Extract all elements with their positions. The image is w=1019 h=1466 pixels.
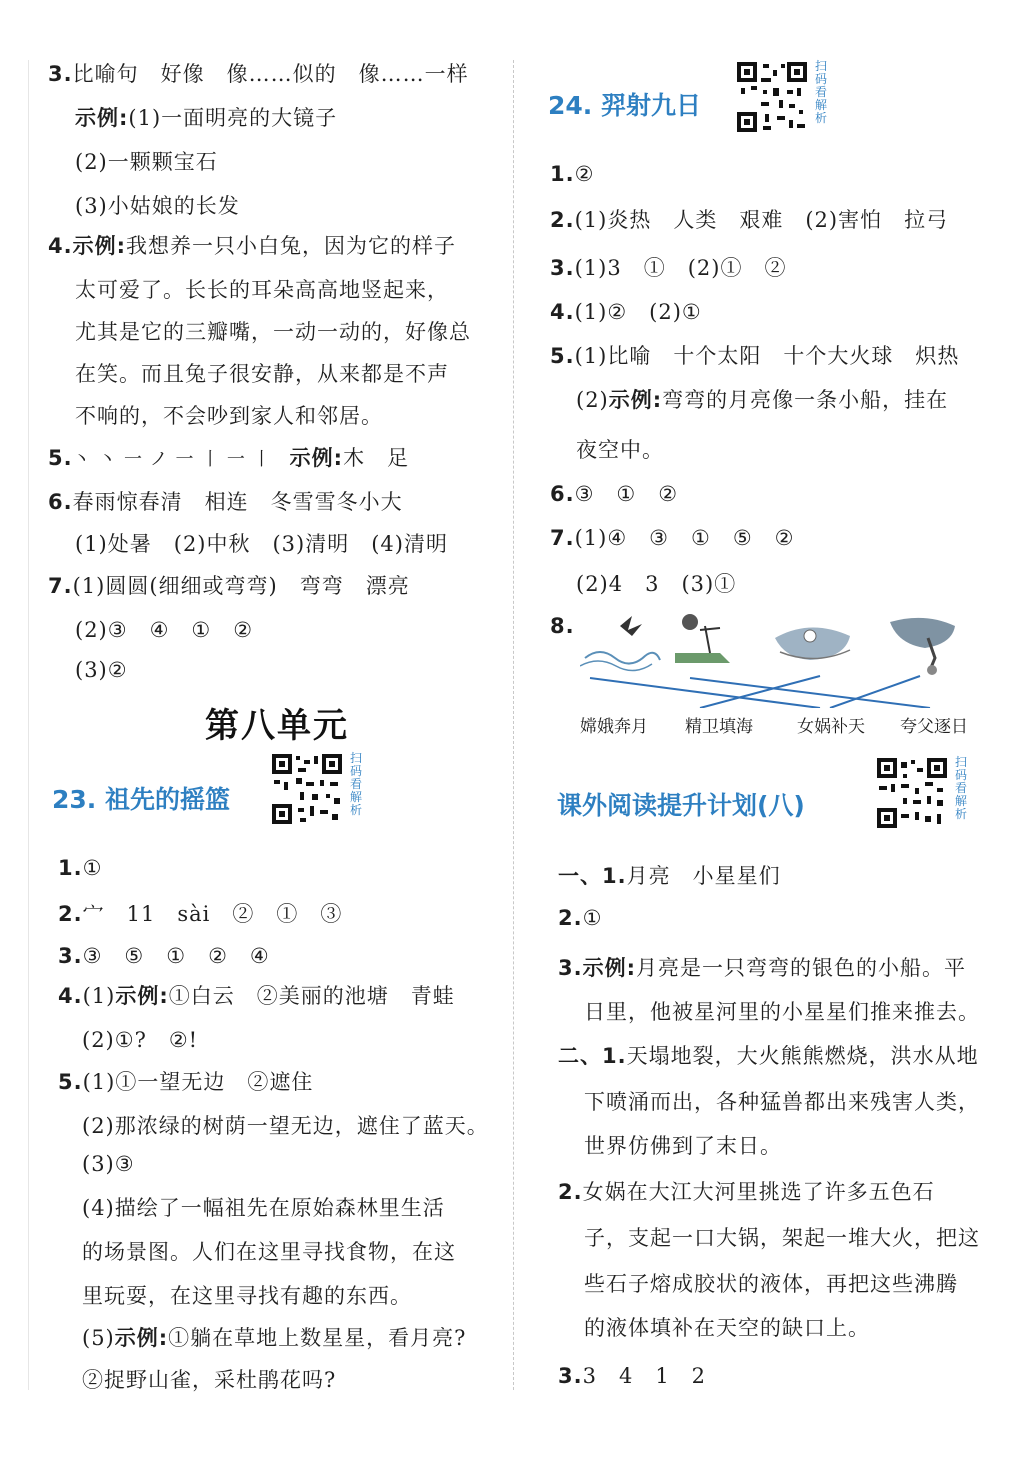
r1-a3-line-1: 3.示例:月亮是一只弯弯的银色的小船。平: [558, 956, 966, 980]
l23-a4-line-1: 4.(1)示例:①白云 ②美丽的池塘 青蛙: [58, 984, 455, 1008]
qr-code-icon[interactable]: [875, 756, 949, 830]
unit-title: 第八单元: [205, 706, 349, 746]
sun-figure-illustration: [675, 614, 730, 663]
left-margin-line: [28, 60, 29, 1390]
qr-code-icon[interactable]: [735, 60, 809, 134]
matching-illustrations: [580, 608, 980, 708]
l24-a4: 4.(1)② (2)①: [550, 300, 702, 324]
l24-a5-line-1: 5.(1)比喻 十个太阳 十个大火球 炽热: [550, 344, 960, 368]
q3-example-1: 示例:(1)一面明亮的大镜子: [75, 106, 338, 130]
q4-line-4: 在笑。而且兔子很安静，从来都是不声: [75, 362, 449, 386]
qr-caption: 扫码看解析: [955, 755, 968, 821]
l23-a5-line-8: ②捉野山雀，采杜鹃花吗?: [82, 1368, 337, 1392]
l24-a3: 3.(1)3 ① (2)① ②: [550, 256, 787, 280]
l23-a1: 1.①: [58, 856, 103, 880]
l24-a6: 6.③ ① ②: [550, 482, 679, 506]
q4-line-5: 不响的，不会吵到家人和邻居。: [75, 404, 383, 428]
l24-a2: 2.(1)炎热 人类 艰难 (2)害怕 拉弓: [550, 208, 949, 232]
r2-a2-line-1: 2.女娲在大江大河里挑选了许多五色石: [558, 1180, 935, 1204]
caption-kuafu: 夸父逐日: [900, 717, 968, 737]
reading-plan-title: 课外阅读提升计划(八): [557, 791, 805, 820]
moon-clouds-illustration: [775, 627, 850, 660]
l23-a5-line-2: (2)那浓绿的树荫一望无边，遮住了蓝天。: [82, 1114, 489, 1138]
l23-a4-line-2: (2)①? ②!: [82, 1028, 199, 1052]
r1-a3-line-2: 日里，他被星河里的小星星们推来推去。: [584, 1000, 980, 1024]
q6-line-1: 6.春雨惊春清 相连 冬雪雪冬小大: [48, 490, 403, 514]
l24-a8-label: 8.: [550, 614, 575, 638]
q4-line-3: 尤其是它的三瓣嘴，一动一动的，好像总: [75, 320, 471, 344]
q4-line-1: 4.示例:我想养一只小白兔，因为它的样子: [48, 234, 456, 258]
l24-a7-line-2: (2)4 3 (3)①: [576, 572, 737, 596]
l23-a5-line-5: 的场景图。人们在这里寻找食物，在这: [82, 1240, 456, 1264]
caption-change-e: 嫦娥奔月: [580, 717, 648, 737]
caption-jingwei: 精卫填海: [685, 717, 753, 737]
qr-code-icon[interactable]: [270, 752, 344, 826]
l23-a5-line-3: (3)③: [82, 1152, 135, 1176]
r2-a2-line-2: 子，支起一口大锅，架起一堆大火，把这: [584, 1226, 980, 1250]
stone-sky-illustration: [890, 618, 955, 675]
q3-line: 3.比喻句 好像 像……似的 像……一样: [48, 62, 469, 86]
l23-a5-line-4: (4)描绘了一幅祖先在原始森林里生活: [82, 1196, 445, 1220]
r1-a1: 一、1.月亮 小星星们: [558, 864, 781, 888]
l24-a5-line-3: 夜空中。: [576, 438, 664, 462]
caption-nuwa: 女娲补天: [797, 717, 865, 737]
qr-caption: 扫码看解析: [350, 751, 363, 817]
l23-a5-line-7: (5)示例:①躺在草地上数星星，看月亮?: [82, 1326, 467, 1350]
l24-a7-line-1: 7.(1)④ ③ ① ⑤ ②: [550, 526, 795, 550]
q3-example-2: (2)一颗颗宝石: [75, 150, 218, 174]
bird-waves-illustration: [580, 616, 660, 671]
q3-example-3: (3)小姑娘的长发: [75, 194, 240, 218]
r2-a1-line-3: 世界仿佛到了末日。: [584, 1134, 782, 1158]
stroke-sequence: 丶 丶 一 ノ 一 丨 一 丨: [72, 449, 272, 470]
qr-caption: 扫码看解析: [815, 59, 828, 125]
r2-a2-line-4: 的液体填补在天空的缺口上。: [584, 1316, 870, 1340]
r2-a3: 3.3 4 1 2: [558, 1364, 707, 1388]
r1-a2: 2.①: [558, 906, 603, 930]
q5-line: 5.丶 丶 一 ノ 一 丨 一 丨 示例:木 足: [48, 446, 410, 470]
r2-a2-line-3: 些石子熔成胶状的液体，再把这些沸腾: [584, 1272, 958, 1296]
l23-a2: 2.宀 11 sài ② ① ③: [58, 902, 343, 926]
l23-a3: 3.③ ⑤ ① ② ④: [58, 944, 270, 968]
q4-line-2: 太可爱了。长长的耳朵高高地竖起来，: [75, 278, 449, 302]
l23-a5-line-6: 里玩耍，在这里寻找有趣的东西。: [82, 1284, 412, 1308]
l23-a5-line-1: 5.(1)①一望无边 ②遮住: [58, 1070, 314, 1094]
l24-a1: 1.②: [550, 162, 595, 186]
q7-line-2: (2)③ ④ ① ②: [75, 618, 254, 642]
q7-line-1: 7.(1)圆圆(细细或弯弯) 弯弯 漂亮: [48, 574, 410, 598]
q7-line-3: (3)②: [75, 658, 128, 682]
lesson-24-title: 24. 羿射九日: [548, 91, 701, 120]
lesson-23-title: 23. 祖先的摇篮: [52, 785, 230, 814]
q6-line-2: (1)处暑 (2)中秋 (3)清明 (4)清明: [75, 532, 448, 556]
r2-a1-line-2: 下喷涌而出，各种猛兽都出来残害人类，: [584, 1090, 980, 1114]
column-divider: [513, 60, 514, 1390]
l24-a5-line-2: (2)示例:弯弯的月亮像一条小船，挂在: [576, 388, 949, 412]
r2-a1-line-1: 二、1.天塌地裂，大火熊熊燃烧，洪水从地: [558, 1044, 979, 1068]
